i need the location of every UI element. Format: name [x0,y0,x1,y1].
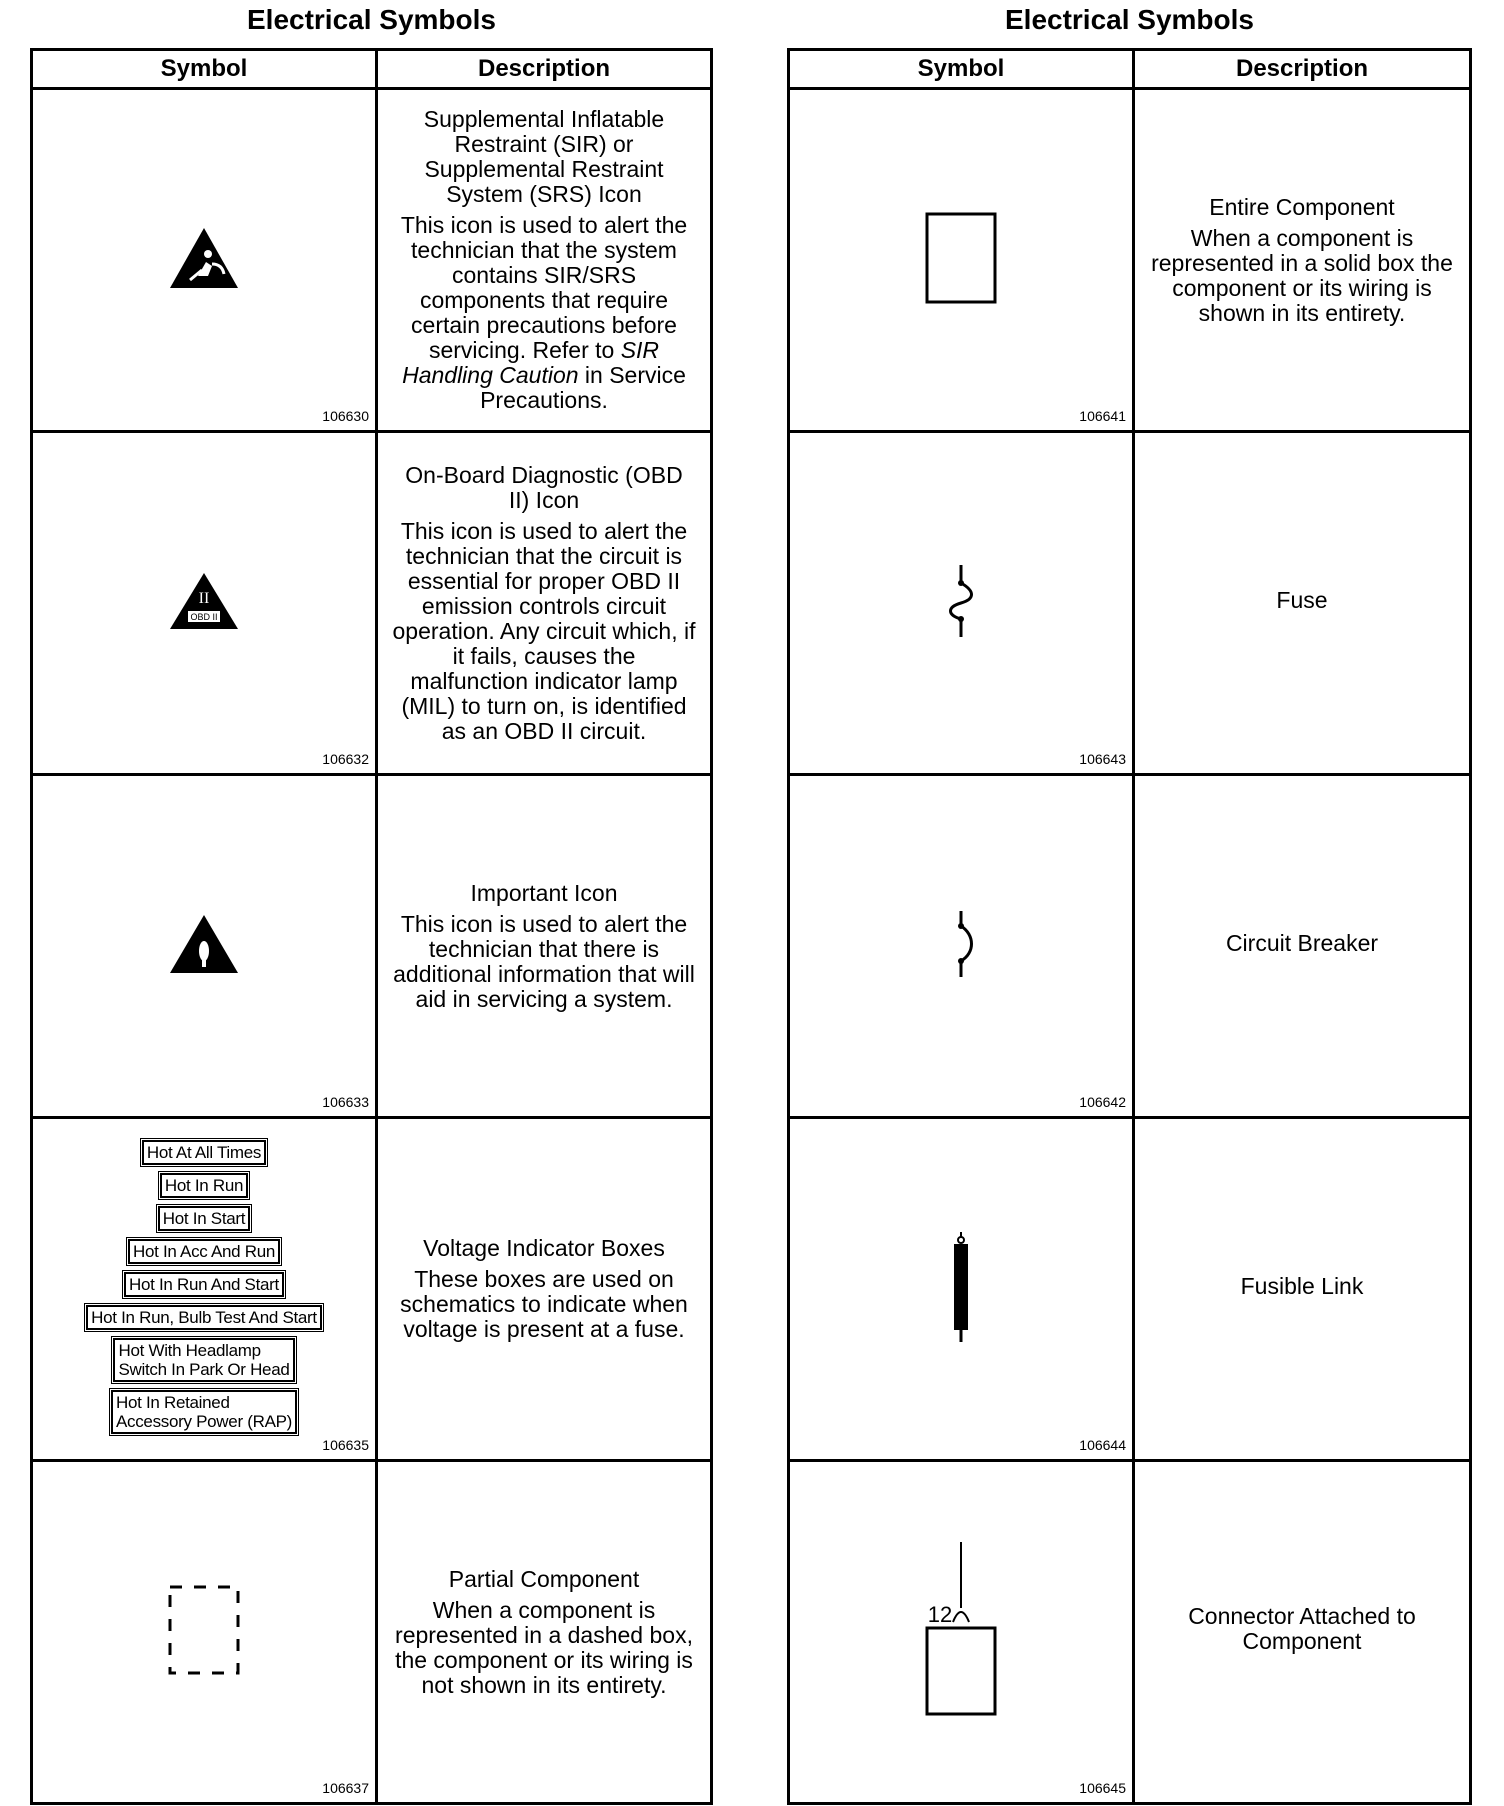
voltage-box: Hot In Run [160,1173,248,1198]
panel-title: Electrical Symbols [246,4,496,35]
description-body-text-end: in Service Precautions. [480,362,686,413]
symbols-table [787,48,1472,1805]
figure-number: 106643 [1079,751,1126,767]
description-cell [377,775,712,1118]
description-title: On-Board Diagnostic (OBD II) Icon [405,461,683,513]
table-row [32,89,712,432]
voltage-indicator-boxes [33,1137,375,1439]
voltage-box: Hot In Run, Bulb Test And Start [86,1305,322,1330]
description-title: Fusible Link [1240,1272,1364,1299]
table-row [32,1118,712,1461]
description-body-italic: SIR Handling Caution [402,337,660,388]
sir-srs-warning-triangle-icon [168,226,240,295]
symbol-column-header: Symbol [789,50,1134,89]
description-cell [1134,89,1471,432]
obd-ii-triangle-icon [168,571,240,636]
figure-number: 106642 [1079,1094,1126,1110]
description-column-header: Description [377,50,712,89]
symbol-cell [32,775,377,1118]
description-cell [377,89,712,432]
voltage-box: Hot With Headlamp Switch In Park Or Head [113,1338,294,1382]
solid-box-icon [924,211,998,310]
symbol-cell [32,432,377,775]
obd-icon-label: OBD II [190,611,218,622]
figure-number: 106633 [322,1094,369,1110]
dashed-box-icon [167,1584,241,1681]
connector-attached-icon [916,1542,1006,1723]
fusible-link-icon [946,1232,976,1347]
symbol-cell [32,1118,377,1461]
table-row [789,1118,1471,1461]
symbol-cell [789,89,1134,432]
description-title: Voltage Indicator Boxes [423,1235,665,1261]
description-cell [1134,775,1471,1118]
description-title: Entire Component [1209,193,1395,220]
description-title: Supplemental Inflatable Restraint (SIR) or Supplemental Restraint System (SRS) Icon [423,106,665,207]
table-header-row [789,50,1471,89]
description-title: Partial Component [448,1565,640,1592]
description-body: This icon is used to alert the technician that there is additional information that will aid in servicing a system. [393,910,695,1012]
voltage-box: Hot In Run And Start [124,1272,284,1297]
obd-icon-numeral: II [198,589,210,607]
important-exclamation-triangle-icon [168,913,240,980]
description-title: Circuit Breaker [1225,929,1379,956]
table-header-row [32,50,712,89]
symbol-cell [32,1461,377,1804]
voltage-box: Hot At All Times [142,1140,266,1165]
description-cell [377,1461,712,1804]
panel-title: Electrical Symbols [1004,4,1254,35]
symbol-cell [789,432,1134,775]
description-body: These boxes are used on schematics to indicate when voltage is present at a fuse. [400,1266,688,1342]
symbol-cell [789,775,1134,1118]
circuit-breaker-icon [941,909,981,984]
description-body-text: This icon is used to alert the technician that the system contains SIR/SRS components that require certain precautions before servicing. Refer to [400,212,688,363]
table-row [789,1461,1471,1804]
voltage-box: Hot In Acc And Run [128,1239,280,1264]
figure-number: 106644 [1079,1437,1126,1453]
description-cell [1134,432,1471,775]
description-cell [1134,1118,1471,1461]
table-row [32,1461,712,1804]
symbol-column-header: Symbol [32,50,377,89]
figure-number: 106641 [1079,408,1126,424]
description-title: Connector Attached to Component [1188,1603,1416,1654]
fuse-icon [941,563,981,644]
description-column-header: Description [1134,50,1471,89]
table-row [32,775,712,1118]
description-title: Fuse [1276,586,1328,613]
table-row [32,432,712,775]
voltage-box: Hot In Retained Accessory Power (RAP) [111,1390,297,1434]
table-row [789,775,1471,1118]
symbol-cell [32,89,377,432]
figure-number: 106637 [322,1780,369,1796]
figure-number: 106645 [1079,1780,1126,1796]
figure-number: 106635 [322,1437,369,1453]
symbols-table [30,48,713,1805]
description-cell [377,1118,712,1461]
symbol-cell [789,1461,1134,1804]
figure-number: 106630 [322,408,369,424]
description-body: This icon is used to alert the technician that the circuit is essential for proper OBD II emission controls circuit operation. Any circuit which, if it fails, causes the malfunction indicator lamp (MIL) to turn on, is identified as an OBD II circuit. [392,517,696,744]
connector-pin-label: 12 [927,1601,953,1627]
description-body: When a component is represented in a dashed box, the component or its wiring is not shown in its entirety. [395,1596,693,1698]
voltage-box: Hot In Start [158,1206,250,1231]
table-row [789,432,1471,775]
description-title: Important Icon [470,879,618,906]
symbol-cell [789,1118,1134,1461]
description-cell [377,432,712,775]
figure-number: 106632 [322,751,369,767]
description-cell [1134,1461,1471,1804]
description-body [392,213,696,413]
table-row [789,89,1471,432]
description-body: When a component is represented in a solid box the component or its wiring is shown in its entirety. [1151,224,1453,326]
